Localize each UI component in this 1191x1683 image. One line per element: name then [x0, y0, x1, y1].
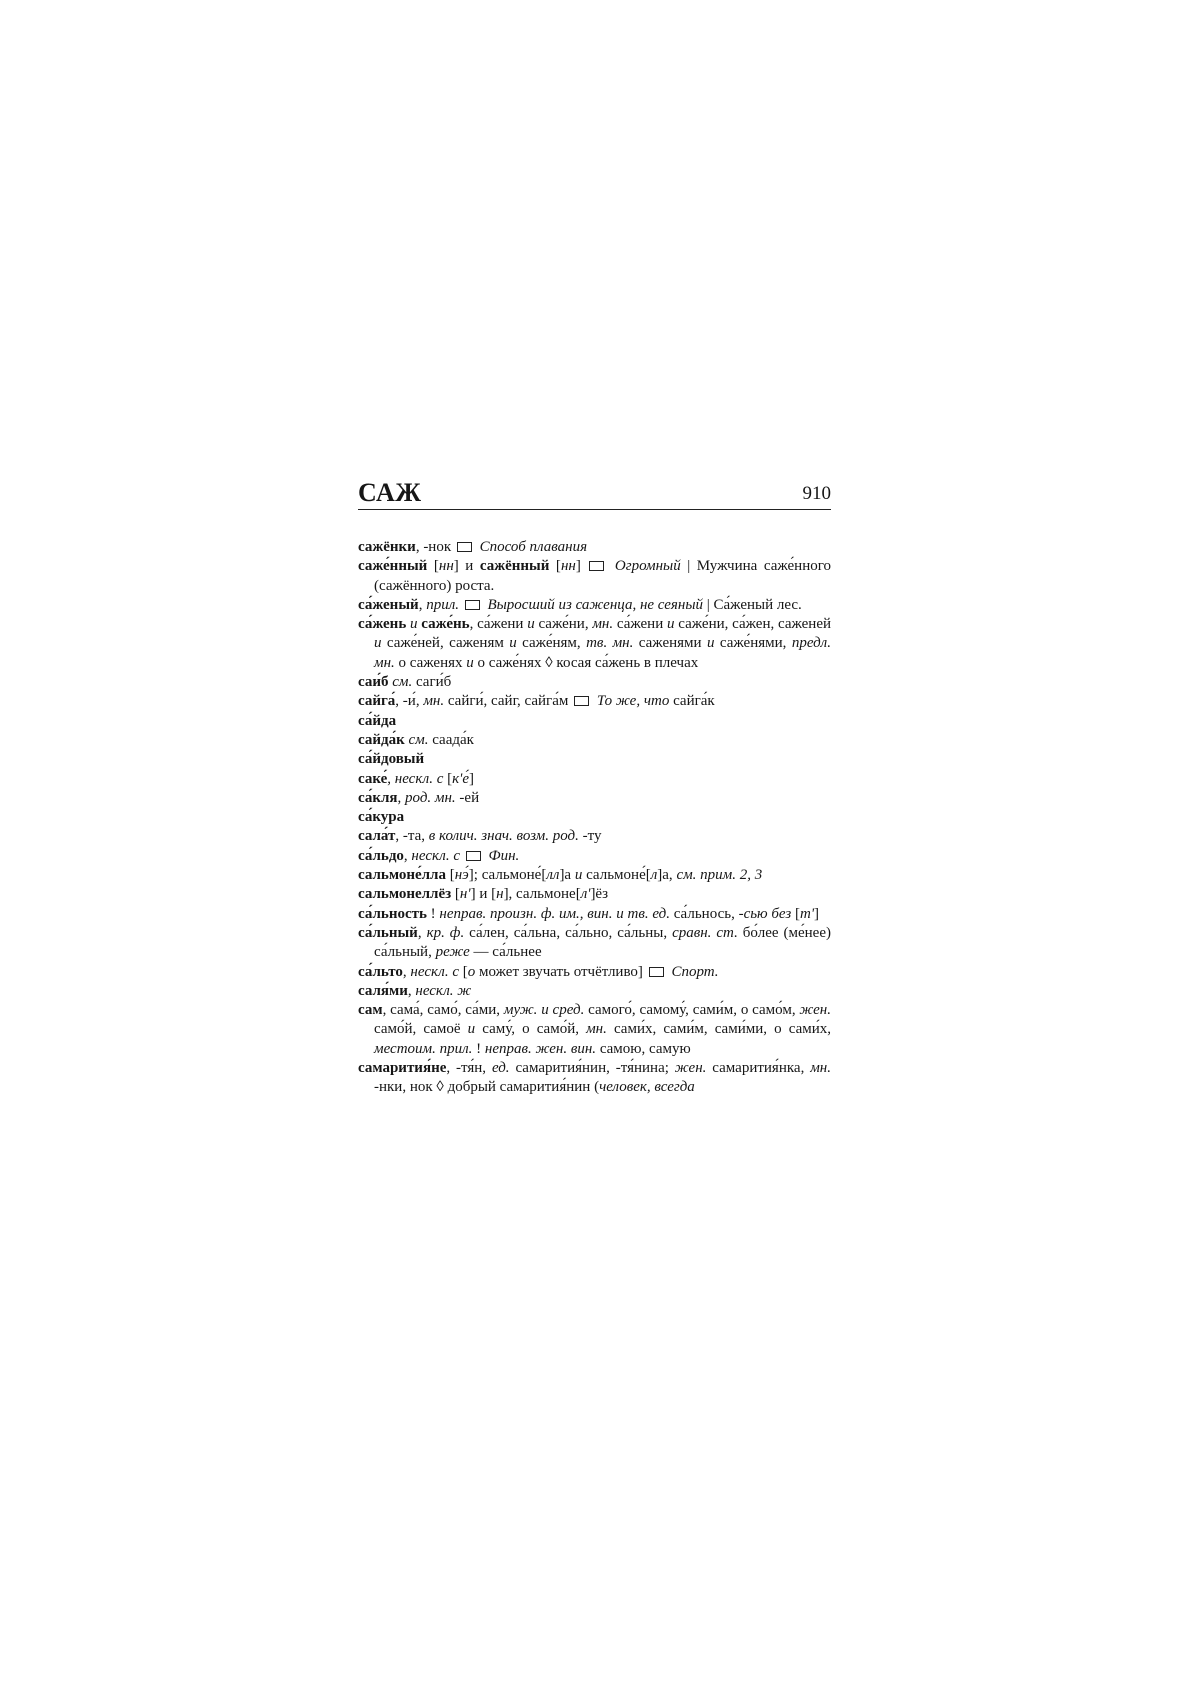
- grammar-note: мн.: [586, 1021, 607, 1038]
- grammar-note: род. мн.: [405, 789, 456, 806]
- headword: са́льдо: [358, 847, 404, 864]
- grammar-note: и: [509, 635, 517, 652]
- entry-text: [: [443, 770, 453, 787]
- dictionary-entry-sazhennyj: [358, 557, 831, 596]
- dictionary-entry-salnyj: [358, 924, 831, 963]
- entry-text: [: [427, 558, 439, 575]
- grammar-note: нэ́: [454, 867, 469, 884]
- definition-box-icon: [457, 542, 472, 552]
- grammar-note: человек, всегда: [599, 1079, 695, 1096]
- grammar-note: и: [667, 616, 675, 633]
- grammar-note: см. прим. 2, 3: [676, 867, 763, 884]
- grammar-note: без: [771, 905, 792, 922]
- headword: са́жень: [358, 616, 407, 633]
- entry-text: [: [451, 886, 460, 903]
- dictionary-entry-sajdak: [358, 731, 831, 750]
- entry-text: !: [472, 1040, 485, 1057]
- entry-text: саги́б: [412, 674, 452, 691]
- entry-text: [: [791, 905, 800, 922]
- dictionary-entry-sazhenki: [358, 538, 831, 557]
- dictionary-page: [358, 478, 831, 1098]
- headword: саи́б: [358, 674, 389, 691]
- dictionary-entry-sazhen: [358, 615, 831, 673]
- grammar-note: реже: [435, 944, 470, 961]
- grammar-note: и: [574, 867, 583, 884]
- entry-text: ]а,: [657, 867, 677, 884]
- entry-text: сами́х, сами́м, сами́ми, о сами́х,: [606, 1021, 831, 1038]
- entry-text: сайга́к: [669, 693, 715, 710]
- entry-text: ]а: [559, 867, 575, 884]
- entry-text: [: [459, 963, 468, 980]
- entry-text: ]: [469, 770, 474, 787]
- entry-text: [: [445, 867, 455, 884]
- grammar-note: н: [496, 886, 504, 903]
- entry-text: [459, 597, 463, 613]
- dictionary-entry-salto: [358, 963, 831, 982]
- entry-text: [: [549, 558, 561, 575]
- grammar-note: То же, что: [596, 693, 670, 710]
- grammar-note: жен.: [799, 1002, 831, 1019]
- grammar-note: местоим. прил.: [374, 1040, 473, 1057]
- entry-text: , сама́, само́, са́ми,: [382, 1002, 504, 1019]
- page-number: 910: [802, 483, 831, 504]
- grammar-note: нескл. ж: [415, 982, 472, 999]
- grammar-note: сью: [743, 905, 768, 922]
- grammar-note: и: [467, 1021, 476, 1038]
- dictionary-entry-samarityane: [358, 1059, 831, 1098]
- entry-text: са́льнось, -: [669, 905, 744, 922]
- grammar-note: к'е́: [452, 770, 469, 787]
- grammar-note: муж. и сред.: [503, 1002, 585, 1019]
- entry-text: саженями: [633, 635, 707, 652]
- entry-text: ] и [: [470, 886, 497, 903]
- grammar-note: см.: [392, 674, 413, 691]
- grammar-note: см.: [408, 731, 429, 748]
- entry-text: , -нок: [415, 539, 455, 555]
- headword: саля́ми: [358, 982, 408, 999]
- dictionary-entry-salmonella: [358, 866, 831, 885]
- entry-text: | Мужчина саже́нного (сажённого) роста.: [374, 558, 832, 594]
- grammar-note: Выросший из саженца, не сеяный: [487, 596, 703, 613]
- headword: са́кля: [358, 789, 398, 806]
- dictionary-entry-sake: [358, 770, 831, 789]
- entry-text: ]; сальмоне́[: [468, 867, 547, 884]
- entry-text: ,: [387, 770, 395, 787]
- grammar-note: т': [800, 905, 815, 922]
- grammar-note: л: [650, 867, 658, 884]
- grammar-note: о: [467, 963, 476, 980]
- entry-text: ,: [418, 596, 427, 613]
- headword: сайда́к: [358, 731, 405, 748]
- entry-text: саже́ни,: [534, 616, 593, 633]
- headword: саже́нный: [358, 558, 428, 575]
- entry-text: ,: [397, 789, 406, 806]
- dictionary-entry-saib: [358, 673, 831, 692]
- dictionary-entry-sajdovyj: [358, 750, 831, 769]
- dictionary-entry-saldo: [358, 847, 831, 866]
- entry-text: самого́, самому́, сами́м, о само́м,: [584, 1002, 800, 1019]
- headword: сальмоне́лла: [358, 867, 446, 884]
- definition-box-icon: [466, 851, 481, 861]
- entry-text: бо́лее (ме́нее) са́льный,: [374, 924, 831, 961]
- headword: сажённый: [479, 558, 550, 575]
- entry-text: , -тя́н,: [446, 1060, 492, 1077]
- entry-text: [460, 848, 464, 864]
- headword: сам: [358, 1002, 383, 1019]
- grammar-note: неправ. произн. ф. им., вин. и тв. ед.: [439, 905, 670, 922]
- dictionary-entries: [358, 538, 831, 1098]
- grammar-note: и: [374, 635, 382, 652]
- grammar-note: мн.: [592, 616, 614, 633]
- entry-text: саже́нями,: [714, 635, 792, 652]
- headword: са́йда: [358, 712, 397, 729]
- entry-text: саже́ней, саженям: [381, 635, 510, 652]
- grammar-note: жен.: [674, 1060, 707, 1077]
- grammar-note: кр. ф.: [426, 924, 465, 941]
- entry-text: сальмоне́[: [582, 867, 651, 884]
- headword: са́льто: [358, 963, 403, 980]
- entry-text: может звучать отчётливо]: [475, 963, 647, 980]
- entry-text: саже́ни, са́жен, саженей: [674, 616, 832, 633]
- grammar-note: и: [466, 654, 474, 671]
- grammar-note: прил.: [426, 596, 459, 613]
- entry-text: ,: [402, 963, 411, 980]
- grammar-note: лл: [546, 867, 560, 884]
- grammar-note: неправ. жен. вин.: [484, 1040, 597, 1057]
- grammar-note: мн.: [423, 693, 445, 710]
- grammar-note: ед.: [491, 1060, 510, 1077]
- entry-text: ], сальмоне[: [503, 886, 581, 903]
- entry-text: са́жени: [613, 616, 667, 633]
- dictionary-entry-sazhenyj: [358, 596, 831, 615]
- entry-text: !: [426, 905, 440, 922]
- dictionary-entry-saklya: [358, 789, 831, 808]
- grammar-note: Спорт.: [671, 963, 719, 980]
- headword: са́йдовый: [358, 751, 425, 768]
- entry-text: ,: [417, 924, 427, 941]
- grammar-note: и: [410, 616, 418, 633]
- entry-text: саму́, о само́й,: [475, 1021, 587, 1038]
- grammar-note: л': [580, 886, 591, 903]
- grammar-note: нескл. с: [411, 847, 460, 864]
- grammar-note: нн: [438, 558, 454, 575]
- entry-text: -нки, нок ◊ добрый самарития́нин (: [374, 1079, 600, 1096]
- page-header: [358, 478, 831, 514]
- grammar-note: и: [527, 616, 535, 633]
- headword: сажёнки: [358, 539, 416, 555]
- headword: саже́нь: [421, 616, 470, 633]
- entry-text: , -та,: [395, 828, 429, 845]
- grammar-note: Фин.: [488, 847, 520, 864]
- entry-text: ] и: [453, 558, 480, 575]
- entry-text: -ту: [578, 828, 602, 845]
- entry-text: самою, самую: [596, 1040, 691, 1057]
- definition-box-icon: [465, 600, 480, 610]
- dictionary-entry-salmonellyoz: [358, 885, 831, 904]
- entry-text: , -и́,: [395, 693, 424, 710]
- entry-text: -ей: [455, 789, 480, 806]
- entry-text: ]ёз: [590, 886, 609, 903]
- grammar-note: в колич. знач. возм. род.: [428, 828, 579, 845]
- dictionary-entry-sakura: [358, 808, 831, 827]
- grammar-note: и: [706, 635, 715, 652]
- running-head: САЖ: [358, 478, 422, 507]
- grammar-note: тв. мн.: [586, 635, 634, 652]
- entry-text: саже́ням,: [516, 635, 587, 652]
- grammar-note: н': [459, 886, 471, 903]
- grammar-note: Огромный: [614, 558, 681, 575]
- entry-text: ,: [403, 847, 412, 864]
- headword: са́льный: [358, 924, 418, 941]
- grammar-note: мн.: [810, 1060, 831, 1077]
- entry-text: о саже́нях ◊ косая са́жень в плечах: [473, 654, 699, 671]
- headword: са́кура: [358, 809, 405, 826]
- entry-text: само́й, самоё: [374, 1021, 468, 1038]
- header-rule: [358, 509, 831, 510]
- entry-text: саада́к: [428, 731, 474, 748]
- definition-box-icon: [574, 696, 589, 706]
- grammar-note: нескл. с: [394, 770, 444, 787]
- grammar-note: нескл. с: [410, 963, 459, 980]
- entry-text: самарития́нин, -тя́нина;: [509, 1060, 675, 1077]
- dictionary-entry-saiga: [358, 692, 831, 711]
- entry-text: о саженях: [394, 654, 467, 671]
- headword: сайга́: [358, 693, 396, 710]
- headword: саке́: [358, 770, 388, 787]
- grammar-note: нн: [560, 558, 576, 575]
- entry-text: ,: [407, 982, 416, 999]
- headword: са́льность: [358, 905, 427, 922]
- headword: са́женый: [358, 596, 419, 613]
- entry-text: , са́жени: [469, 616, 528, 633]
- grammar-note: Способ плавания: [479, 539, 588, 555]
- entry-text: — са́льнее: [469, 944, 542, 961]
- headword: сальмонеллёз: [358, 886, 452, 903]
- definition-box-icon: [589, 561, 604, 571]
- entry-text: | Са́женый лес.: [703, 596, 802, 613]
- dictionary-entry-salat: [358, 827, 831, 846]
- headword: сала́т: [358, 828, 396, 845]
- dictionary-entry-salnost: [358, 905, 831, 924]
- grammar-note: предл. мн.: [374, 635, 831, 671]
- entry-text: са́лен, са́льна, са́льно, са́льны,: [464, 924, 673, 941]
- entry-text: самарития́нка,: [706, 1060, 811, 1077]
- entry-text: сайги́, сайг, сайга́м: [444, 693, 573, 710]
- grammar-note: сравн. ст.: [672, 924, 738, 941]
- dictionary-entry-sajda: [358, 712, 831, 731]
- dictionary-entry-salyami: [358, 982, 831, 1001]
- entry-text: ]: [575, 558, 588, 575]
- definition-box-icon: [649, 967, 664, 977]
- entry-text: ]: [814, 905, 820, 922]
- dictionary-entry-sam: [358, 1001, 831, 1059]
- headword: самарития́не: [358, 1060, 447, 1077]
